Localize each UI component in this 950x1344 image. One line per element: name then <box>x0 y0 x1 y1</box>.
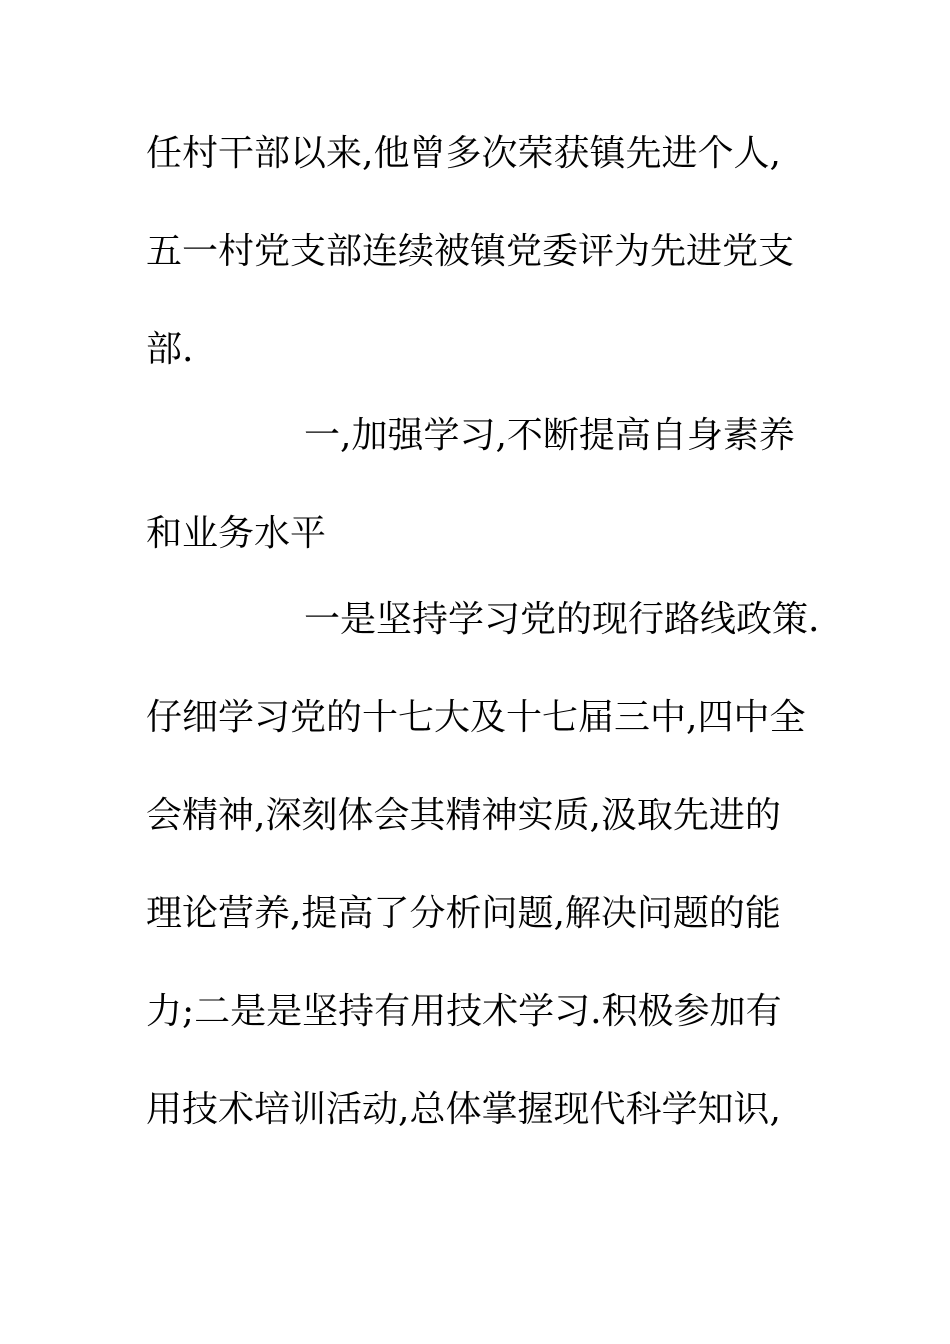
text-line: 用技术培训活动,总体掌握现代科学知识, <box>146 1089 781 1130</box>
section-heading-continuation: 和业务水平 <box>146 513 327 554</box>
section-heading: 一,加强学习,不断提高自身素养 <box>304 415 795 456</box>
text-line: 理论营养,提高了分析问题,解决问题的能 <box>146 893 781 934</box>
text-line: 力;二是是坚持有用技术学习.积极参加有 <box>146 991 782 1032</box>
text-line: 五一村党支部连续被镇党委评为先进党支 <box>146 231 795 272</box>
text-line: 一是坚持学习党的现行路线政策. <box>304 599 820 640</box>
text-line: 会精神,深刻体会其精神实质,汲取先进的 <box>146 795 781 836</box>
text-line: 部. <box>146 329 194 370</box>
text-line: 仔细学习党的十七大及十七届三中,四中全 <box>146 697 806 738</box>
text-line: 任村干部以来,他曾多次荣获镇先进个人, <box>146 133 781 174</box>
